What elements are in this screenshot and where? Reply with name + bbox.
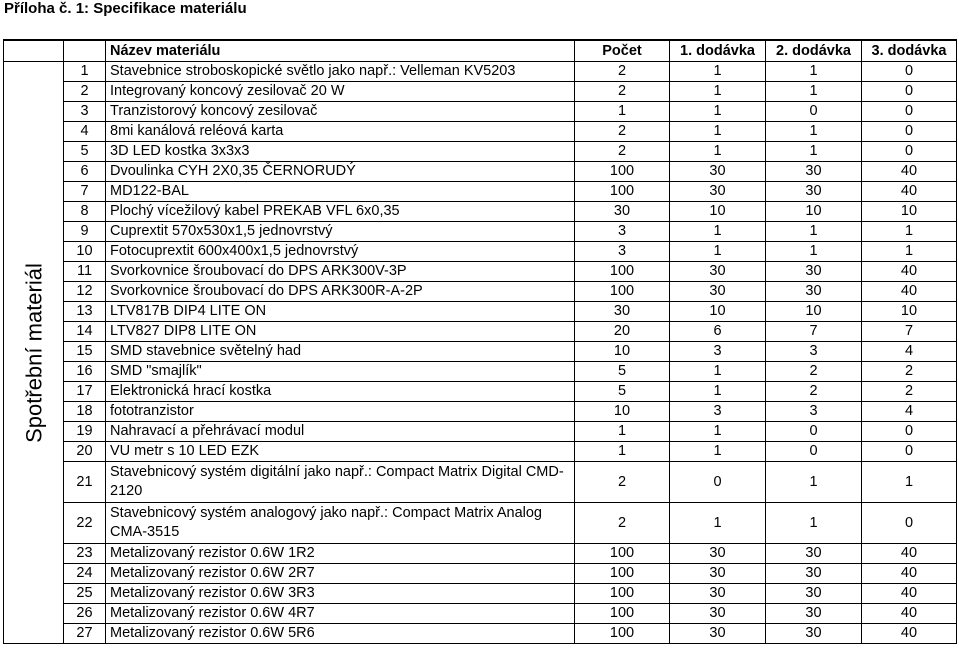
table-row <box>4 102 957 122</box>
row-index: 25 <box>64 584 106 604</box>
material-name: Metalizovaný rezistor 0.6W 1R2 <box>106 544 575 564</box>
table-row <box>4 503 957 544</box>
count-cell: 100 <box>575 182 670 202</box>
delivery-1-cell: 3 <box>670 402 766 422</box>
delivery-1-cell: 1 <box>670 362 766 382</box>
delivery-1-cell: 30 <box>670 262 766 282</box>
row-index: 1 <box>64 62 106 82</box>
row-index: 2 <box>64 82 106 102</box>
delivery-2-cell: 30 <box>766 604 862 624</box>
row-index: 5 <box>64 142 106 162</box>
row-index: 8 <box>64 202 106 222</box>
header-index-cell <box>64 40 106 62</box>
row-index: 12 <box>64 282 106 302</box>
delivery-1-cell: 1 <box>670 442 766 462</box>
count-cell: 10 <box>575 342 670 362</box>
count-cell: 5 <box>575 382 670 402</box>
delivery-3-cell: 40 <box>862 624 957 644</box>
delivery-1-cell: 1 <box>670 382 766 402</box>
delivery-1-cell: 1 <box>670 503 766 544</box>
count-cell: 3 <box>575 242 670 262</box>
table-row <box>4 242 957 262</box>
material-name: Metalizovaný rezistor 0.6W 5R6 <box>106 624 575 644</box>
header-count: Počet <box>575 40 670 62</box>
delivery-2-cell: 1 <box>766 462 862 503</box>
row-index: 3 <box>64 102 106 122</box>
row-index: 18 <box>64 402 106 422</box>
header-delivery-2: 2. dodávka <box>766 40 862 62</box>
delivery-2-cell: 1 <box>766 503 862 544</box>
count-cell: 2 <box>575 503 670 544</box>
header-delivery-1: 1. dodávka <box>670 40 766 62</box>
material-name: Dvoulinka CYH 2X0,35 ČERNORUDÝ <box>106 162 575 182</box>
delivery-3-cell: 10 <box>862 202 957 222</box>
table-row <box>4 402 957 422</box>
delivery-1-cell: 1 <box>670 422 766 442</box>
delivery-1-cell: 1 <box>670 122 766 142</box>
table-row <box>4 544 957 564</box>
material-name: Metalizovaný rezistor 0.6W 4R7 <box>106 604 575 624</box>
count-cell: 2 <box>575 142 670 162</box>
delivery-1-cell: 1 <box>670 82 766 102</box>
header-blank-cell <box>4 40 64 62</box>
header-delivery-3: 3. dodávka <box>862 40 957 62</box>
delivery-1-cell: 30 <box>670 564 766 584</box>
delivery-2-cell: 10 <box>766 302 862 322</box>
delivery-1-cell: 10 <box>670 302 766 322</box>
delivery-3-cell: 40 <box>862 182 957 202</box>
delivery-2-cell: 2 <box>766 362 862 382</box>
count-cell: 30 <box>575 302 670 322</box>
delivery-3-cell: 1 <box>862 462 957 503</box>
table-row <box>4 342 957 362</box>
delivery-2-cell: 3 <box>766 342 862 362</box>
row-index: 16 <box>64 362 106 382</box>
count-cell: 2 <box>575 122 670 142</box>
delivery-1-cell: 30 <box>670 584 766 604</box>
delivery-2-cell: 30 <box>766 182 862 202</box>
delivery-1-cell: 6 <box>670 322 766 342</box>
delivery-2-cell: 30 <box>766 262 862 282</box>
delivery-3-cell: 40 <box>862 544 957 564</box>
delivery-2-cell: 30 <box>766 162 862 182</box>
row-index: 24 <box>64 564 106 584</box>
delivery-3-cell: 4 <box>862 342 957 362</box>
material-name: Svorkovnice šroubovací do DPS ARK300R-A-2P <box>106 282 575 302</box>
row-index: 11 <box>64 262 106 282</box>
delivery-2-cell: 3 <box>766 402 862 422</box>
row-index: 4 <box>64 122 106 142</box>
delivery-2-cell: 1 <box>766 222 862 242</box>
delivery-3-cell: 40 <box>862 584 957 604</box>
material-name: LTV817B DIP4 LITE ON <box>106 302 575 322</box>
table-row <box>4 282 957 302</box>
count-cell: 100 <box>575 282 670 302</box>
table-row <box>4 162 957 182</box>
row-index: 20 <box>64 442 106 462</box>
material-name: Nahravací a přehrávací modul <box>106 422 575 442</box>
count-cell: 1 <box>575 422 670 442</box>
material-name: Integrovaný koncový zesilovač 20 W <box>106 82 575 102</box>
table-body <box>4 62 957 644</box>
table-row <box>4 302 957 322</box>
count-cell: 2 <box>575 82 670 102</box>
table-row <box>4 322 957 342</box>
table-row <box>4 604 957 624</box>
delivery-3-cell: 7 <box>862 322 957 342</box>
table-row <box>4 362 957 382</box>
row-index: 13 <box>64 302 106 322</box>
delivery-3-cell: 0 <box>862 503 957 544</box>
delivery-3-cell: 40 <box>862 282 957 302</box>
table-row <box>4 462 957 503</box>
material-name: SMD stavebnice světelný had <box>106 342 575 362</box>
delivery-2-cell: 10 <box>766 202 862 222</box>
delivery-1-cell: 1 <box>670 62 766 82</box>
table-row <box>4 382 957 402</box>
material-name: LTV827 DIP8 LITE ON <box>106 322 575 342</box>
delivery-2-cell: 1 <box>766 122 862 142</box>
count-cell: 1 <box>575 442 670 462</box>
table-row <box>4 584 957 604</box>
delivery-2-cell: 30 <box>766 282 862 302</box>
document-title: Příloha č. 1: Specifikace materiálu <box>4 0 247 17</box>
material-name: Stavebnice stroboskopické světlo jako např.: Velleman KV5203 <box>106 62 575 82</box>
table-row <box>4 222 957 242</box>
count-cell: 3 <box>575 222 670 242</box>
row-index: 14 <box>64 322 106 342</box>
delivery-2-cell: 30 <box>766 584 862 604</box>
row-index: 27 <box>64 624 106 644</box>
row-index: 9 <box>64 222 106 242</box>
delivery-1-cell: 1 <box>670 242 766 262</box>
material-name: Cuprextit 570x530x1,5 jednovrstvý <box>106 222 575 242</box>
delivery-1-cell: 30 <box>670 624 766 644</box>
delivery-2-cell: 1 <box>766 142 862 162</box>
delivery-1-cell: 3 <box>670 342 766 362</box>
material-name: fototranzistor <box>106 402 575 422</box>
table-row <box>4 624 957 644</box>
count-cell: 100 <box>575 624 670 644</box>
material-name: Svorkovnice šroubovací do DPS ARK300V-3P <box>106 262 575 282</box>
count-cell: 1 <box>575 102 670 122</box>
row-index: 22 <box>64 503 106 544</box>
count-cell: 100 <box>575 544 670 564</box>
delivery-1-cell: 30 <box>670 282 766 302</box>
delivery-3-cell: 40 <box>862 604 957 624</box>
delivery-3-cell: 0 <box>862 82 957 102</box>
count-cell: 20 <box>575 322 670 342</box>
table-row <box>4 422 957 442</box>
material-name: 8mi kanálová reléová karta <box>106 122 575 142</box>
delivery-3-cell: 1 <box>862 242 957 262</box>
count-cell: 100 <box>575 584 670 604</box>
delivery-1-cell: 0 <box>670 462 766 503</box>
table-row <box>4 564 957 584</box>
count-cell: 2 <box>575 62 670 82</box>
count-cell: 10 <box>575 402 670 422</box>
delivery-3-cell: 0 <box>862 142 957 162</box>
delivery-3-cell: 1 <box>862 222 957 242</box>
material-name: 3D LED kostka 3x3x3 <box>106 142 575 162</box>
delivery-3-cell: 0 <box>862 442 957 462</box>
row-index: 15 <box>64 342 106 362</box>
delivery-2-cell: 0 <box>766 102 862 122</box>
material-table <box>3 39 957 644</box>
table-header-row <box>4 40 957 62</box>
header-name: Název materiálu <box>106 40 575 62</box>
material-name: Plochý vícežilový kabel PREKAB VFL 6x0,35 <box>106 202 575 222</box>
delivery-1-cell: 1 <box>670 222 766 242</box>
material-name: Stavebnicový systém digitální jako např.: Compact Matrix Digital CMD-2120 <box>106 462 575 503</box>
delivery-1-cell: 30 <box>670 544 766 564</box>
delivery-1-cell: 30 <box>670 162 766 182</box>
material-name: Tranzistorový koncový zesilovač <box>106 102 575 122</box>
delivery-1-cell: 30 <box>670 604 766 624</box>
material-name: Fotocuprextit 600x400x1,5 jednovrstvý <box>106 242 575 262</box>
count-cell: 2 <box>575 462 670 503</box>
count-cell: 5 <box>575 362 670 382</box>
count-cell: 100 <box>575 262 670 282</box>
table-row <box>4 82 957 102</box>
material-name: Elektronická hrací kostka <box>106 382 575 402</box>
material-name: MD122-BAL <box>106 182 575 202</box>
section-label: Spotřební materiál <box>21 262 46 443</box>
delivery-3-cell: 0 <box>862 122 957 142</box>
table-row <box>4 442 957 462</box>
delivery-2-cell: 0 <box>766 422 862 442</box>
delivery-3-cell: 0 <box>862 422 957 442</box>
table-row <box>4 262 957 282</box>
material-name: Metalizovaný rezistor 0.6W 2R7 <box>106 564 575 584</box>
delivery-3-cell: 40 <box>862 262 957 282</box>
delivery-2-cell: 0 <box>766 442 862 462</box>
table-row <box>4 182 957 202</box>
row-index: 26 <box>64 604 106 624</box>
delivery-3-cell: 10 <box>862 302 957 322</box>
material-name: Stavebnicový systém analogový jako např.: Compact Matrix Analog CMA-3515 <box>106 503 575 544</box>
delivery-2-cell: 30 <box>766 564 862 584</box>
delivery-1-cell: 10 <box>670 202 766 222</box>
count-cell: 30 <box>575 202 670 222</box>
table-row <box>4 142 957 162</box>
delivery-1-cell: 1 <box>670 142 766 162</box>
count-cell: 100 <box>575 564 670 584</box>
material-name: SMD "smajlík" <box>106 362 575 382</box>
delivery-3-cell: 0 <box>862 102 957 122</box>
count-cell: 100 <box>575 162 670 182</box>
delivery-2-cell: 30 <box>766 624 862 644</box>
delivery-2-cell: 30 <box>766 544 862 564</box>
row-index: 17 <box>64 382 106 402</box>
row-index: 7 <box>64 182 106 202</box>
delivery-2-cell: 2 <box>766 382 862 402</box>
row-index: 23 <box>64 544 106 564</box>
material-name: VU metr s 10 LED EZK <box>106 442 575 462</box>
count-cell: 100 <box>575 604 670 624</box>
delivery-3-cell: 40 <box>862 564 957 584</box>
row-index: 6 <box>64 162 106 182</box>
row-index: 10 <box>64 242 106 262</box>
delivery-3-cell: 4 <box>862 402 957 422</box>
section-label-cell <box>4 62 64 644</box>
row-index: 19 <box>64 422 106 442</box>
delivery-2-cell: 1 <box>766 82 862 102</box>
delivery-3-cell: 0 <box>862 62 957 82</box>
table-row <box>4 202 957 222</box>
delivery-2-cell: 7 <box>766 322 862 342</box>
material-name: Metalizovaný rezistor 0.6W 3R3 <box>106 584 575 604</box>
delivery-3-cell: 2 <box>862 362 957 382</box>
row-index: 21 <box>64 462 106 503</box>
delivery-3-cell: 40 <box>862 162 957 182</box>
delivery-2-cell: 1 <box>766 242 862 262</box>
table-row <box>4 62 957 82</box>
delivery-1-cell: 30 <box>670 182 766 202</box>
delivery-3-cell: 2 <box>862 382 957 402</box>
delivery-2-cell: 1 <box>766 62 862 82</box>
delivery-1-cell: 1 <box>670 102 766 122</box>
table-row <box>4 122 957 142</box>
